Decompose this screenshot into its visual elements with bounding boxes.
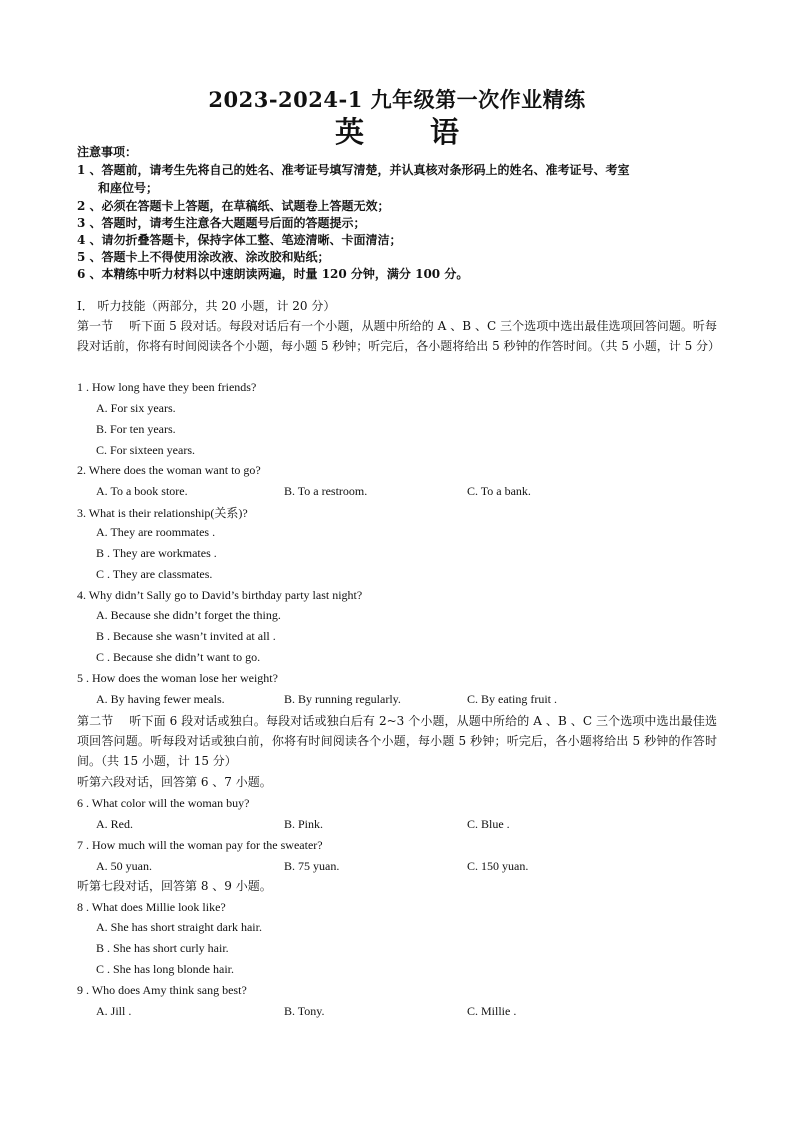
question-8: 8 . What does Millie look like?: [77, 900, 226, 914]
option-a: A. By having fewer meals.: [96, 692, 225, 706]
option-b: B. To a restroom.: [284, 484, 368, 498]
section-heading: I． 听力技能（两部分，共 20 小题，计 20 分）: [77, 299, 336, 313]
notice-item: 4 、请勿折叠答题卡，保持字体工整、笔迹清晰、卡面清洁；: [77, 233, 402, 247]
notice-heading: 注意事项：: [77, 145, 138, 159]
option-c: C. Blue .: [467, 817, 510, 831]
dialog-note: 听第六段对话，回答第 6 、7 小题。: [77, 775, 272, 789]
option-b: B . Because she wasn’t invited at all .: [96, 629, 276, 643]
option-b: B . She has short curly hair.: [96, 941, 229, 955]
subject-char-2: 语: [430, 115, 460, 149]
option-b: B. 75 yuan.: [284, 859, 340, 873]
notice-item: 6 、本精练中听力材料以中速朗读两遍，时量 120 分钟，满分 100 分。: [77, 267, 469, 281]
question-2: 2. Where does the woman want to go?: [77, 463, 261, 477]
option-c: C. By eating fruit .: [467, 692, 557, 706]
option-c: C. For sixteen years.: [96, 443, 195, 457]
question-5: 5 . How does the woman lose her weight?: [77, 671, 278, 685]
dialog-note: 听第七段对话，回答第 8 、9 小题。: [77, 879, 272, 893]
notice-item: 1 、答题前，请考生先将自己的姓名、准考证号填写清楚，并认真核对条形码上的姓名、准考证号、考室: [77, 163, 630, 177]
subject-char-1: 英: [334, 115, 364, 149]
question-1: 1 . How long have they been friends?: [77, 380, 257, 394]
option-a: A. Jill .: [96, 1004, 132, 1018]
question-3: 3. What is their relationship(关系)?: [77, 506, 248, 520]
option-a: A. She has short straight dark hair.: [96, 920, 262, 934]
option-c: C. To a bank.: [467, 484, 531, 498]
option-a: A. Because she didn’t forget the thing.: [96, 608, 281, 622]
option-a: A. For six years.: [96, 401, 176, 415]
notice-item: 3 、答题时，请考生注意各大题题号后面的答题提示；: [77, 216, 366, 230]
option-b: B . They are workmates .: [96, 546, 217, 560]
question-4: 4. Why didn’t Sally go to David’s birthday party last night?: [77, 588, 363, 602]
option-b: B. For ten years.: [96, 422, 176, 436]
part1-intro: 第一节 听下面 5 段对话。每段对话后有一个小题，从题中所给的 A 、B 、C 三个选项中选出最佳选项回答问题。听每段对话前，你将有时间阅读各个小题，每小题 5 秒钟；听完后，各小题将给出 5 秒钟的作答时间。（共 5 小题，计 5 分）: [77, 319, 721, 353]
option-b: B. Pink.: [284, 817, 324, 831]
question-9: 9 . Who does Amy think sang best?: [77, 983, 247, 997]
notice-item: 2 、必须在答题卡上答题，在草稿纸、试题卷上答题无效；: [77, 199, 390, 213]
option-a: A. 50 yuan.: [96, 859, 152, 873]
option-a: A. Red.: [96, 817, 133, 831]
option-a: A. They are roommates .: [96, 525, 216, 539]
option-b: B. By running regularly.: [284, 692, 401, 706]
part2-intro: 第二节 听下面 6 段对话或独白。每段对话或独白后有 2~3 个小题，从题中所给的 A 、B 、C 三个选项中选出最佳选项回答问题。听每段对话或独白前，你将有时间阅读各个小题，每小题 5 秒钟；听完后，各小题将给出 5 秒钟的作答时间。（共 15 小题，计 15 分）: [77, 714, 717, 768]
notice-item: 和座位号；: [98, 181, 159, 195]
option-c: C. Millie .: [467, 1004, 517, 1018]
option-c: C. 150 yuan.: [467, 859, 529, 873]
option-b: B. Tony.: [284, 1004, 325, 1018]
exam-title: 2023-2024-1 九年级第一次作业精练: [208, 87, 586, 112]
question-7: 7 . How much will the woman pay for the sweater?: [77, 838, 323, 852]
question-6: 6 . What color will the woman buy?: [77, 796, 250, 810]
option-c: C . Because she didn’t want to go.: [96, 650, 261, 664]
option-c: C . They are classmates.: [96, 567, 213, 581]
option-a: A. To a book store.: [96, 484, 188, 498]
notice-item: 5 、答题卡上不得使用涂改液、涂改胶和贴纸；: [77, 250, 330, 264]
option-c: C . She has long blonde hair.: [96, 962, 234, 976]
